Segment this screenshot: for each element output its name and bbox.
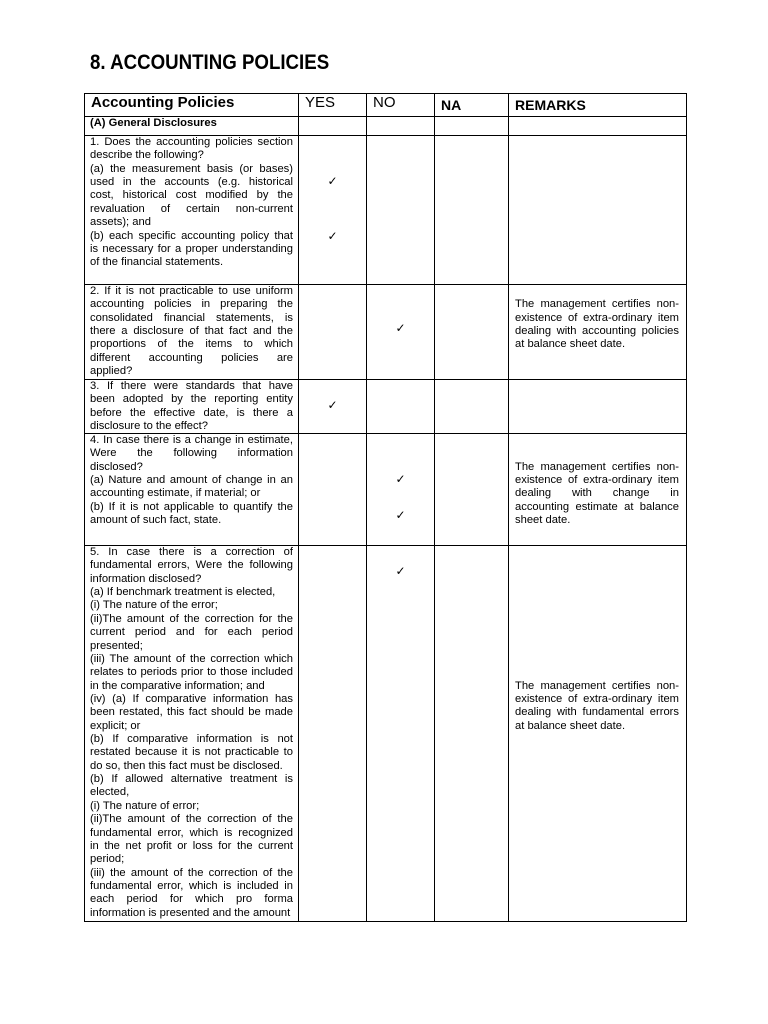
question-text-line: of the financial statements.: [90, 256, 224, 269]
na-cell: [435, 434, 509, 545]
no-cell: [367, 285, 435, 379]
remark-text-line: existence of extra-ordinary item: [515, 311, 679, 324]
question-text-line: current period and for each period: [90, 626, 293, 639]
header-remarks: REMARKS: [515, 97, 586, 113]
accounting-policies-table: [84, 93, 687, 922]
remark-text-line: at balance sheet date.: [515, 719, 626, 732]
question-text-line: each period for which pro forma: [90, 893, 293, 906]
remark-text: [515, 285, 679, 352]
question-text-line: presented;: [90, 639, 143, 652]
question-text-line: (ii)The amount of the correction for the: [90, 612, 293, 625]
question-text-line: 4. In case there is a change in estimate,: [90, 434, 293, 446]
question-text-line: (b) If it is not applicable to quantify the: [90, 500, 293, 513]
question-text-line: elected,: [90, 786, 130, 799]
question-text-line: (iii) The amount of the correction which: [90, 652, 293, 665]
yes-cell: [299, 136, 367, 284]
remark-text-line: accounting estimate at balance: [515, 500, 679, 513]
remarks-cell: [509, 285, 686, 379]
checkmark-icon: ✓: [395, 321, 406, 335]
question-text-line: relates to periods prior to those included: [90, 666, 293, 679]
question-text-line: accounting policies in preparing the: [90, 298, 293, 311]
question-text-line: disclosure to the effect?: [90, 420, 208, 433]
question-text-line: 3. If there were standards that have: [90, 380, 293, 392]
section-heading: 8. ACCOUNTING POLICIES: [90, 51, 330, 74]
question-text-line: been restated, this fact should be made: [90, 706, 293, 719]
no-cell: [367, 434, 435, 545]
yes-cell: [299, 434, 367, 545]
checkmark-icon: ✓: [395, 508, 406, 522]
checkmark-icon: ✓: [395, 564, 406, 578]
section-row: [85, 117, 686, 136]
na-cell: [435, 117, 509, 135]
table-row: [85, 546, 686, 921]
table-row: [85, 380, 686, 434]
question-text-line: (i) The nature of the error;: [90, 599, 218, 612]
remarks-cell: [509, 546, 686, 921]
question-text-line: applied?: [90, 365, 133, 378]
table-row: [85, 285, 686, 380]
remark-text-line: The management certifies non-: [515, 298, 679, 311]
remark-text-line: at balance sheet date.: [515, 338, 626, 351]
question-text-line: 1. Does the accounting policies section: [90, 136, 293, 148]
question-cell: [85, 136, 299, 284]
question-text-line: (ii)The amount of the correction of the: [90, 813, 293, 826]
header-no: NO: [367, 94, 435, 116]
remark-text-line: The management certifies non-: [515, 460, 679, 473]
checkmark-icon: ✓: [395, 472, 406, 486]
remarks-cell: [509, 136, 686, 284]
na-cell: [435, 546, 509, 921]
question-cell: [85, 285, 299, 379]
question-text-line: fundamental errors, Were the following: [90, 559, 293, 572]
question-cell: [85, 434, 299, 545]
remark-text-line: dealing with change in: [515, 487, 679, 500]
question-text-line: is necessary for a proper understanding: [90, 242, 293, 255]
na-cell: [435, 136, 509, 284]
remark-text: [515, 546, 679, 733]
question-cell: [85, 546, 299, 921]
question-text-line: (a) Nature and amount of change in an: [90, 474, 293, 487]
question-text-line: fundamental error, which is recognized: [90, 826, 293, 839]
na-cell: [435, 285, 509, 379]
question-text-line: (iii) the amount of the correction of the: [90, 866, 293, 879]
question-text-line: restated because it is not practicable to: [90, 746, 293, 759]
question-text-line: consolidated financial statements, is: [90, 311, 293, 324]
table-row: [85, 434, 686, 546]
header-accounting-policies: Accounting Policies: [85, 94, 299, 116]
no-cell: [367, 546, 435, 921]
question-text-line: been adopted by the reporting entity: [90, 393, 293, 406]
question-text-line: (i) The nature of error;: [90, 799, 200, 812]
question-text-line: information is presented and the amount: [90, 906, 291, 919]
question-text-line: disclosed?: [90, 460, 143, 473]
question-text-line: period;: [90, 853, 125, 866]
question-text-line: different accounting policies are: [90, 351, 293, 364]
question-text-line: describe the following?: [90, 149, 204, 162]
question-text-line: (b) If allowed alternative treatment is: [90, 773, 293, 786]
remark-text-line: dealing with fundamental errors: [515, 706, 679, 719]
question-text-line: do so, then this fact must be disclosed.: [90, 759, 283, 772]
no-cell: [367, 136, 435, 284]
remark-text-line: existence of extra-ordinary item: [515, 693, 679, 706]
question-text-line: explicit; or: [90, 719, 141, 732]
remark-text-line: dealing with accounting policies: [515, 325, 679, 338]
question-text-line: Were the following information: [90, 447, 293, 460]
remarks-cell: [509, 380, 686, 433]
question-text-line: information disclosed?: [90, 572, 202, 585]
remark-text-line: The management certifies non-: [515, 679, 679, 692]
question-text-line: amount of such fact, state.: [90, 514, 222, 527]
yes-cell: [299, 285, 367, 379]
question-text-line: 5. In case there is a correction of: [90, 546, 293, 558]
question-text-line: (b) each specific accounting policy that: [90, 229, 293, 242]
yes-cell: [299, 380, 367, 433]
yes-cell: [299, 117, 367, 135]
remark-text-line: sheet date.: [515, 514, 571, 527]
question-text-line: (a) If benchmark treatment is elected,: [90, 586, 276, 599]
remark-text: [515, 434, 679, 528]
question-text-line: (b) If comparative information is not: [90, 733, 293, 746]
checkmark-icon: ✓: [327, 229, 338, 243]
table-header-row: [85, 94, 686, 117]
no-cell: [367, 380, 435, 433]
question-text-line: before the effective date, is there a: [90, 406, 293, 419]
question-text-line: in the comparative information; and: [90, 679, 265, 692]
question-text-line: 2. If it is not practicable to use uniform: [90, 285, 293, 297]
question-text-line: fundamental error, which is included in: [90, 879, 293, 892]
section-label: (A) General Disclosures: [85, 117, 299, 135]
remarks-cell: [509, 117, 686, 135]
na-cell: [435, 380, 509, 433]
remark-text-line: existence of extra-ordinary item: [515, 474, 679, 487]
question-text-line: used in the accounts (e.g. historical: [90, 176, 293, 189]
question-text-line: there a disclosure of that fact and the: [90, 325, 293, 338]
question-text-line: (a) the measurement basis (or bases): [90, 162, 293, 175]
question-text-line: (iv) (a) If comparative information has: [90, 692, 293, 705]
no-cell: [367, 117, 435, 135]
yes-cell: [299, 546, 367, 921]
question-text-line: proportions of the items to which: [90, 338, 293, 351]
question-text-line: in the net profit or loss for the current: [90, 839, 293, 852]
header-yes: YES: [299, 94, 367, 116]
table-row: [85, 136, 686, 285]
remarks-cell: [509, 434, 686, 545]
question-text-line: accounting estimate, if material; or: [90, 487, 261, 500]
question-text-line: assets); and: [90, 216, 151, 229]
header-na: NA: [435, 94, 509, 116]
question-text-line: cost, historical cost modified by the: [90, 189, 293, 202]
checkmark-icon: ✓: [327, 398, 338, 412]
checkmark-icon: ✓: [327, 174, 338, 188]
question-cell: [85, 380, 299, 433]
question-text-line: revaluation of certain non-current: [90, 202, 293, 215]
